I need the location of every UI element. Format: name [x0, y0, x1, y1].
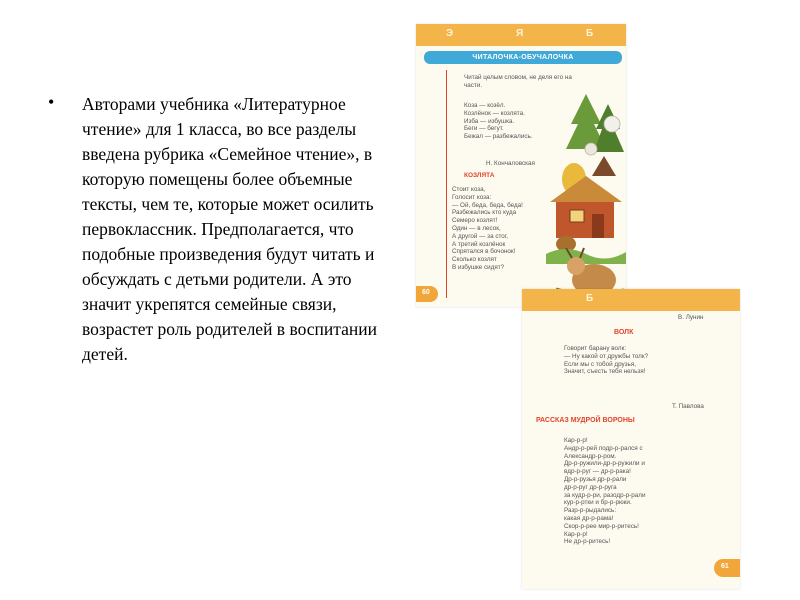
- text-line: др-р-руг др-р-руга: [564, 483, 617, 491]
- text-line: — Ну какой от дружбы толк?: [564, 352, 649, 360]
- text-line: Андр-р-рей подр-р-рался с: [564, 444, 643, 452]
- text-line: Коза — козёл.: [464, 102, 506, 109]
- text-line: Спрятался в бочонок!: [452, 248, 516, 256]
- hut-roof: [550, 176, 622, 202]
- text-line: А другой — за стог,: [452, 232, 509, 240]
- text-line: Один — в лесок,: [452, 224, 501, 232]
- author-name: Т. Павлова: [672, 403, 704, 410]
- poem-text: [564, 345, 714, 376]
- text-line: части.: [464, 81, 483, 89]
- text-line: кур-р-ртки и бр-р-рюки.: [564, 499, 632, 507]
- hut-window: [570, 210, 584, 222]
- page-header-bar: [522, 289, 740, 311]
- text-line: Козлёнок — козлята.: [464, 109, 525, 117]
- text-line: Скор-р-рее мир-р-ритесь!: [564, 522, 639, 530]
- goat-head: [585, 143, 597, 155]
- poem-title: РАССКАЗ МУДРОЙ ВОРОНЫ: [536, 417, 635, 424]
- text-line: Читай целым словом, не деля его на: [464, 74, 572, 81]
- page-number-badge: [416, 286, 438, 302]
- text-line: Александр-р-ром.: [564, 452, 617, 460]
- section-banner: [424, 51, 622, 64]
- header-letter: Б: [586, 293, 594, 304]
- header-letter: Я: [516, 28, 524, 39]
- header-letter: Э: [446, 28, 454, 39]
- margin-line: [446, 70, 447, 298]
- text-line: Значит, съесть тебя нельзя!: [564, 368, 646, 376]
- text-line: Кар-р-р!: [564, 530, 588, 538]
- page-header-bar: [416, 24, 626, 46]
- text-line: Говорит барану волк:: [564, 345, 627, 352]
- page-number-badge: [714, 559, 740, 577]
- poem-text: [564, 437, 724, 546]
- text-line: Др-р-рузья др-р-рали: [564, 475, 627, 483]
- text-line: Разр-р-рыдались:: [564, 507, 617, 515]
- poem-title: КОЗЛЯТА: [464, 172, 495, 179]
- page-number: 61: [721, 563, 729, 570]
- header-letter: Б: [586, 28, 594, 39]
- text-line: Стоит коза,: [452, 186, 486, 193]
- grass-shape: [546, 249, 626, 264]
- author-name: В. Лунин: [678, 314, 704, 321]
- hut-door: [592, 214, 604, 238]
- goat-body: [592, 156, 616, 176]
- text-line: Сколько козлят: [452, 256, 497, 264]
- text-line: Семеро козлят!: [452, 217, 498, 225]
- text-line: какая др-р-рама!: [564, 514, 614, 522]
- text-line: — Ой, беда, беда, беда!: [452, 201, 523, 209]
- text-line: Бежал — разбежались.: [464, 133, 533, 141]
- text-line: Разбежались кто куда: [452, 209, 517, 217]
- text-line: Изба — избушка.: [464, 117, 515, 125]
- text-line: Не др-р-ритесь!: [564, 538, 611, 546]
- bullet-marker: •: [48, 92, 55, 112]
- text-line: Др-р-ружили-др-р-ружили и: [564, 460, 645, 468]
- text-line: вдр-р-руг — др-р-рака!: [564, 468, 631, 476]
- text-line: за кудр-р-ри, разодр-р-рали: [564, 491, 646, 499]
- bullet-text: Авторами учебника «Литературное чтение» для 1 класса, во все разделы введена рубрика «Семейное чтение», в которую помещены более объемные тексты, чем те, которые может осилить первоклассник. Предполагается, что подобные произведения будут читать и обсуждать с детьми родители. А это значит укрепятся семейные связи, возрастет роль родителей в воспитании детей.: [82, 94, 377, 364]
- textbook-page-61: [522, 289, 740, 589]
- hut-wall: [556, 202, 614, 238]
- textbook-page-60: [416, 24, 626, 307]
- page-number: 60: [422, 289, 430, 296]
- text-line: Кар-р-р!: [564, 437, 588, 444]
- goat-head: [604, 116, 620, 132]
- text-line: Если мы с тобой друзья,: [564, 360, 636, 368]
- text-line: Голосит коза:: [452, 193, 492, 201]
- goat-head: [567, 257, 585, 275]
- text-line: В избушке сидят?: [452, 263, 505, 271]
- text-line: А третий козлёнок: [452, 240, 506, 248]
- poem-title: ВОЛК: [614, 329, 634, 336]
- section-banner-text: ЧИТАЛОЧКА-ОБУЧАЛОЧКА: [472, 54, 574, 61]
- goat-illustration: [546, 84, 626, 304]
- text-line: Беги — бегут.: [464, 125, 504, 133]
- author-name: Н. Кончаловская: [486, 160, 535, 167]
